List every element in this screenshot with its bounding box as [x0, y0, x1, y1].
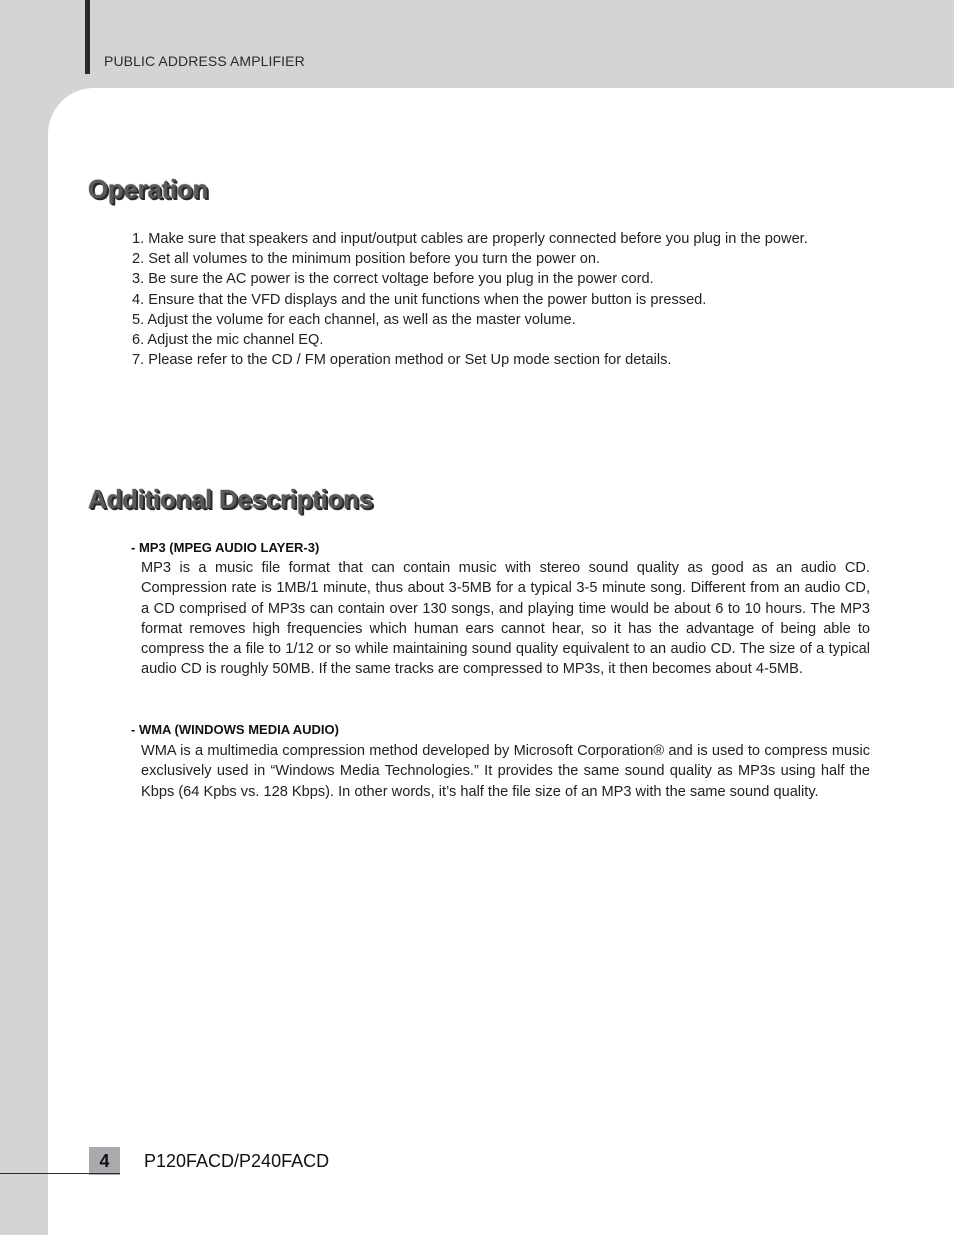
footer-rule [0, 1173, 120, 1174]
step-item: 6. Adjust the mic channel EQ. [132, 332, 324, 349]
step-item: 2. Set all volumes to the minimum position before you turn the power on. [132, 251, 601, 268]
model-number: P120FACD/P240FACD [144, 1151, 330, 1171]
operation-steps [132, 229, 808, 370]
mp3-heading: - MP3 (MPEG AUDIO LAYER-3) [131, 540, 320, 555]
header-label: PUBLIC ADDRESS AMPLIFIER [104, 53, 305, 69]
mp3-description: MP3 is a music file format that can contain music with stereo sound quality as good as an audio CD. Compression rate is 1MB/1 minute, thus about 3-5MB for a typical 3-5 minute song. Different from an audio CD, a CD comprised of MP3s can contain over 130 songs, and playing time would be about 6 to 10 hours. The MP3 format removes high frequencies which human ears cannot hear, so it has the advantage of being able to compress the a file to 1/12 or so while maintaining sound quality equivalent to an audio CD. The size of a typical audio CD is roughly 50MB. If the same tracks are compressed to MP3s, it then becomes about 4-5MB. [141, 560, 870, 678]
step-item: 4. Ensure that the VFD displays and the unit functions when the power button is pressed. [132, 291, 707, 308]
step-item: 1. Make sure that speakers and input/output cables are properly connected before you plug in the power. [132, 231, 808, 247]
step-item: 3. Be sure the AC power is the correct voltage before you plug in the power cord. [132, 271, 654, 288]
wma-heading: - WMA (WINDOWS MEDIA AUDIO) [131, 722, 339, 737]
step-item: 7. Please refer to the CD / FM operation method or Set Up mode section for details. [132, 352, 672, 369]
wma-description: WMA is a multimedia compression method developed by Microsoft Corporation® and is used to compress music exclusively used in “Windows Media Technologies.” It provides the same sound quality as MP3s using half the Kbps (64 Kpbs vs. 128 Kbps). In other words, it’s half the file size of an MP3 with the same sound quality. [141, 743, 870, 800]
header-accent-bar [85, 0, 90, 74]
step-item: 5. Adjust the volume for each channel, as well as the master volume. [132, 311, 576, 328]
page-number: 4 [89, 1147, 120, 1175]
operation-title: Operation [88, 174, 209, 204]
additional-descriptions-title: Additional Descriptions [88, 484, 373, 514]
